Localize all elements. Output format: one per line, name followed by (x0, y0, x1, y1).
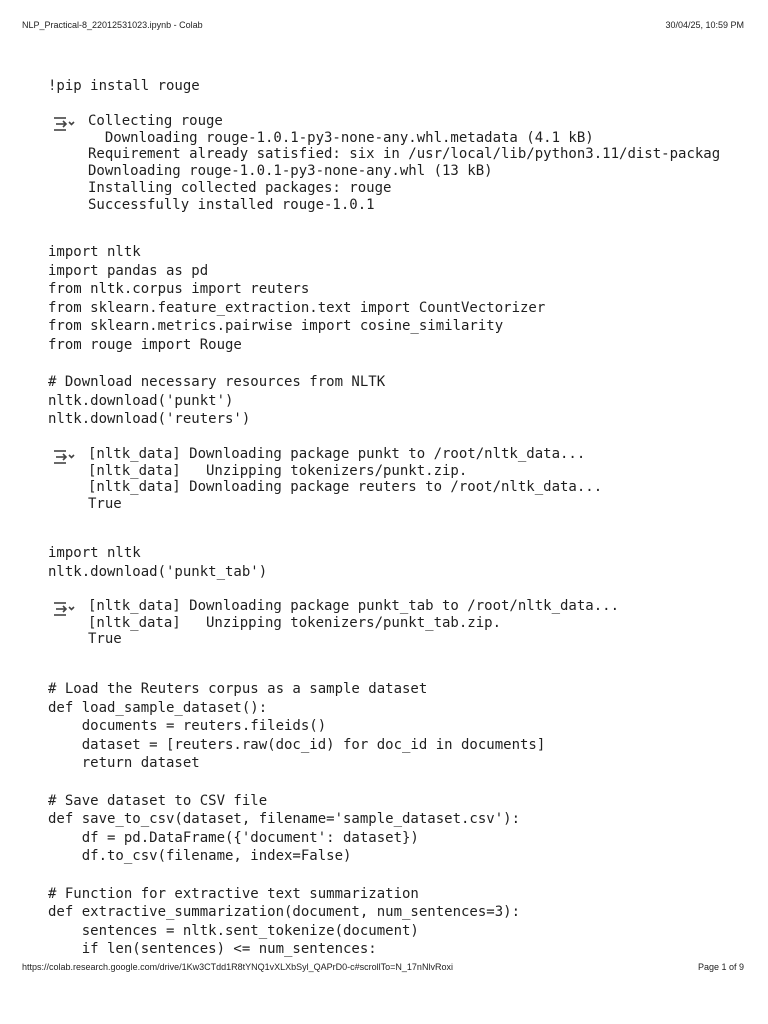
page-footer-page-number: Page 1 of 9 (697, 962, 744, 972)
code-cell-3[interactable]: import nltk nltk.download('punkt_tab') (48, 545, 268, 580)
code-cell-1[interactable]: !pip install rouge (48, 78, 200, 94)
page-header-title: NLP_Practical-8_22012531023.ipynb - Colab (22, 20, 203, 30)
output-collapse-icon[interactable] (52, 448, 76, 466)
output-collapse-icon[interactable] (52, 115, 76, 133)
output-cell-2: [nltk_data] Downloading package punkt to /root/nltk_data... [nltk_data] Unzipping tokenizers/punkt.zip. [nltk_data] Downloading package reuters to /root/nltk_data... True (88, 446, 603, 513)
output-cell-1: Collecting rouge Downloading rouge-1.0.1-py3-none-any.whl.metadata (4.1 kB) Requirement already satisfied: six in /usr/local/lib/python3.11/dist-packag Downloading rouge-1.0.1-py3-none-any.whl (13 kB) Installing collected packages: rouge Successfully installed rouge-1.0.1 (88, 113, 721, 213)
page-header-datetime: 30/04/25, 10:59 PM (665, 20, 744, 30)
output-collapse-icon[interactable] (52, 600, 76, 618)
output-cell-3: [nltk_data] Downloading package punkt_tab to /root/nltk_data... [nltk_data] Unzipping tokenizers/punkt_tab.zip. True (88, 598, 620, 648)
code-cell-2[interactable]: import nltk import pandas as pd from nltk.corpus import reuters from sklearn.feature_extraction.text import CountVectorizer from sklearn.metrics.pairwise import cosine_similarity from rouge import Rouge # Download necessary resources from NLTK nltk.download('punkt') nltk.download('reuters') (48, 244, 546, 428)
code-cell-4[interactable]: # Load the Reuters corpus as a sample dataset def load_sample_dataset(): documents = reuters.fileids() dataset = [reuters.raw(doc_id) for doc_id in documents] return dataset # Save dataset to CSV file def save_to_csv(dataset, filename='sample_dataset.csv'): df = pd.DataFrame({'document': dataset}) df.to_csv(filename, index=False) # Function for extractive text summarization def extractive_summarization(document, num_sentences=3): sentences = nltk.sent_tokenize(document) if len(sentences) <= num_sentences: (48, 681, 546, 958)
page-footer-url: https://colab.research.google.com/drive/1Kw3CTdd1R8tYNQ1vXLXbSyl_QAPrD0-c#scrollTo=N_17nNlvRoxi (22, 962, 453, 972)
